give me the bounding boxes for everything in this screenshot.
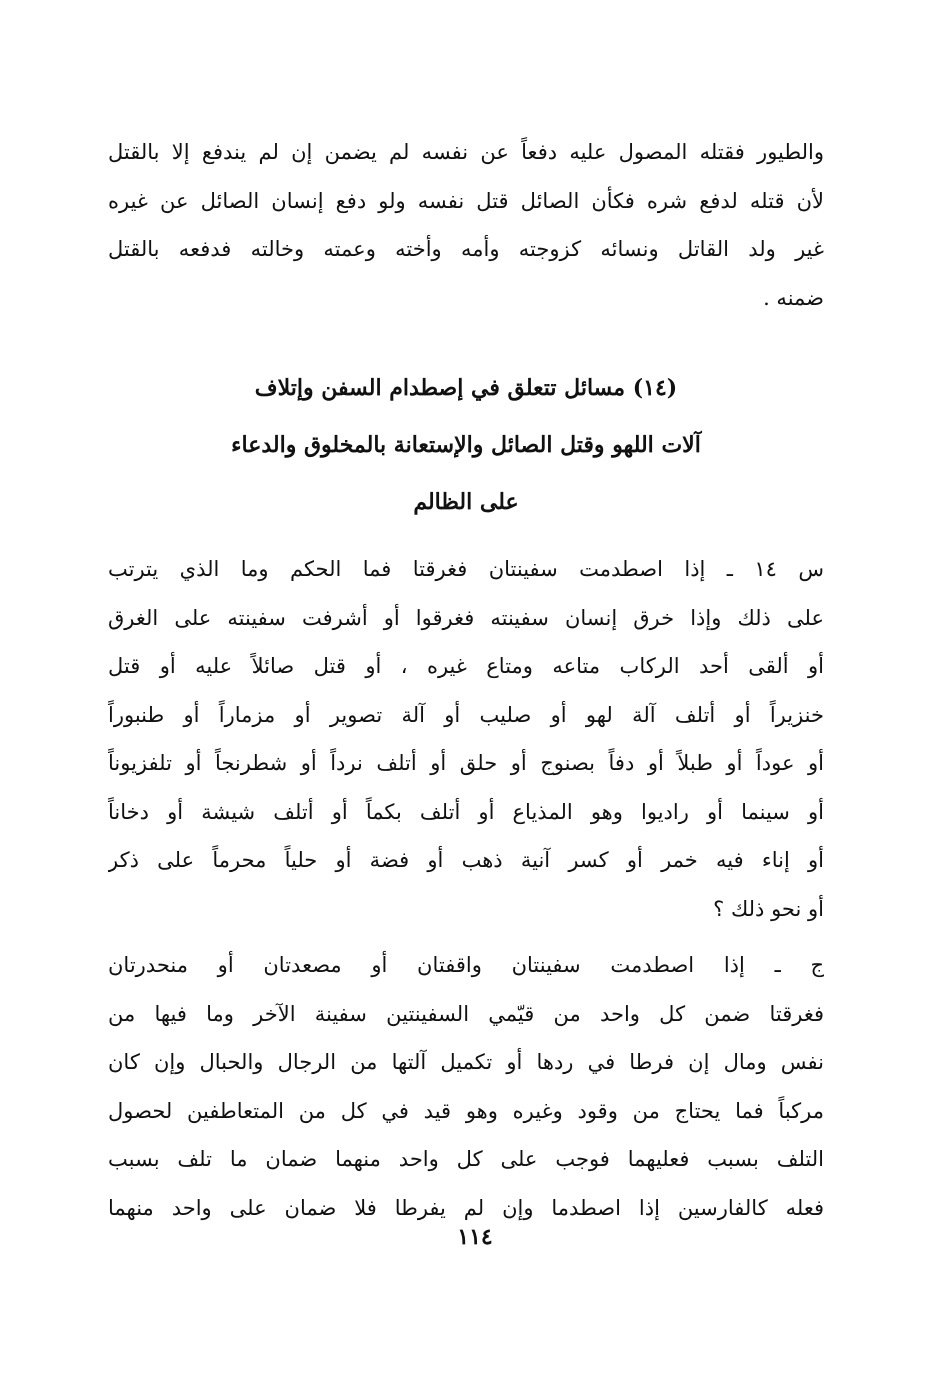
answer-line: ج ـ إذا اصطدمت سفينتان واقفتان أو مصعدتان أو منحدرتان	[108, 953, 824, 977]
heading-line: على الظالم	[413, 489, 519, 515]
question-line: على ذلك وإذا خرق إنسان سفينته فغرقوا أو أشرفت سفينته على الغرق	[108, 605, 824, 630]
answer-line: فعله كالفارسين إذا اصطدما وإن لم يفرطا فلا ضمان على واحد منهما	[108, 1195, 824, 1220]
page-number: ١١٤	[457, 1224, 493, 1250]
question-line: أو عوداً أو طبلاً أو دفاً بصنوج أو حلق أو أتلف نرداً أو شطرنجاً أو تلفزيوناً	[108, 751, 824, 775]
intro-line: غير ولد القاتل ونسائه كزوجته وأمه وأخته وعمته وخالته فدفعه بالقتل	[108, 237, 824, 261]
question-line: س ١٤ ـ إذا اصطدمت سفينتان فغرقتا فما الحكم وما الذي يترتب	[108, 557, 824, 581]
heading-line: (١٤) مسائل تتعلق في إصطدام السفن وإتلاف	[254, 375, 678, 401]
question-line: خنزيراً أو أتلف آلة لهو أو صليب أو آلة تصوير أو مزماراً أو طنبوراً	[108, 702, 824, 727]
heading-line: آلات اللهو وقتل الصائل والإستعانة بالمخلوق والدعاء	[231, 432, 701, 458]
answer-line: مركباً فما يحتاج من وقود وغيره وهو قيد في كل من المتعاطفين لحصول	[108, 1098, 824, 1123]
page-body	[108, 128, 824, 1232]
answer-paragraph	[108, 941, 824, 1232]
question-paragraph	[108, 545, 824, 933]
question-line: أو ألقى أحد الركاب متاعه ومتاع غيره ، أو قتل صائلاً عليه أو قتل	[108, 654, 824, 678]
question-line: أو سينما أو راديوا وهو المذياع أو أتلف بكماً أو أتلف شيشة أو دخاناً	[108, 799, 824, 824]
question-line: أو إناء فيه خمر أو كسر آنية ذهب أو فضة أو حلياً محرماً على ذكر	[108, 848, 824, 872]
section-heading	[108, 360, 824, 531]
intro-line: ضمنه .	[763, 285, 824, 310]
answer-line: نفس ومال إن فرطا في ردها أو تكميل آلتها من الرجال والحبال وإن كان	[108, 1050, 824, 1074]
question-line: أو نحو ذلك ؟	[713, 896, 824, 921]
intro-paragraph	[108, 128, 824, 322]
answer-line: التلف بسبب فعليهما فوجب على كل واحد منهما ضمان ما تلف بسبب	[108, 1147, 824, 1171]
answer-line: فغرقتا ضمن كل واحد من قيّمي السفينتين سفينة الآخر وما فيها من	[108, 1001, 824, 1026]
intro-line: والطيور فقتله المصول عليه دفعاً عن نفسه لم يضمن إن لم يندفع إلا بالقتل	[108, 140, 824, 164]
intro-line: لأن قتله لدفع شره فكأن الصائل قتل نفسه ولو دفع إنسان الصائل عن غيره	[108, 188, 824, 213]
